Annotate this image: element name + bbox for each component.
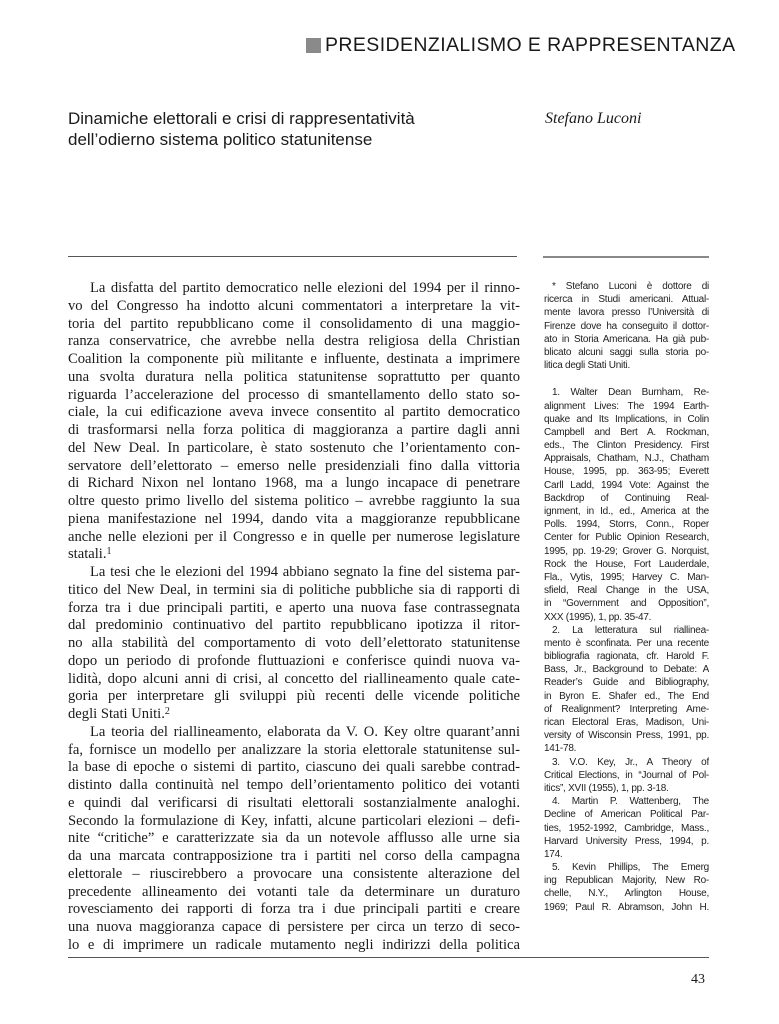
note-line: [544, 413, 709, 426]
top-divider-right: [543, 256, 709, 258]
note-line: [544, 306, 709, 319]
note-line: [544, 756, 709, 769]
note-line-text: Decline of American Political Par-: [544, 809, 709, 821]
note-line-text: 2. La letteratura sul riallinea-: [552, 624, 709, 636]
note-line: [544, 518, 709, 531]
body-text: [68, 280, 520, 955]
article-title-line: Dinamiche elettorali e crisi di rappresentatività: [68, 109, 415, 128]
note-line: [544, 597, 709, 610]
note-line: [544, 822, 709, 835]
body-line: [68, 546, 520, 564]
body-line-text: goria per interpretare gli sviluppi più recenti delle vicende politiche: [68, 688, 520, 705]
note-line: [544, 703, 709, 716]
note-line: [544, 848, 709, 861]
note-line-text: 141-78.: [544, 743, 577, 755]
note-line-text: Critical Elections, in “Journal of Pol-: [544, 769, 709, 781]
body-line-text: precedente allineamento dei votanti tale da determinare un duraturo: [68, 883, 520, 900]
body-line: [68, 671, 520, 689]
body-line: [68, 901, 520, 919]
body-line-text: riguarda l’accelerazione del processo di smantellamento dello stato so-: [68, 386, 520, 403]
note-line-text: Fla., Vytis, 1995; Harvey C. Man-: [544, 571, 709, 583]
body-line: [68, 369, 520, 387]
footnote-reference: 2: [164, 706, 170, 717]
article-title-line: dell’odierno sistema politico statunitense: [68, 130, 373, 149]
body-line: [68, 387, 520, 405]
body-line-text: titico del New Deal, in termini sia di politiche pubbliche sia di rapporti di: [68, 581, 520, 598]
note-line-text: Rock the House, Fort Lauderdale,: [544, 558, 709, 570]
note-line: [544, 386, 709, 399]
note-line-text: 5. Kevin Phillips, The Emerg: [552, 862, 709, 874]
note-line: [544, 901, 709, 914]
body-line-text: vo del Congresso ha indotto alcuni commentatori a interpretare la vit-: [68, 297, 520, 314]
body-line-text: nite “critiche” e caratterizzate sia da un notevole afflusso alle urne sia: [68, 830, 520, 847]
note-line-text: ignment, in Id., ed., America at the: [544, 506, 709, 517]
body-line-text: La disfatta del partito democratico nelle elezioni del 1994 per il rinno-: [90, 280, 520, 296]
note-spacer: [544, 372, 709, 386]
note-line-text: Carll Ladd, 1994 Vote: Against the: [544, 479, 709, 491]
body-line-text: fa, fornisce un modello per analizzare la storia elettorale statunitense sul-: [68, 741, 520, 758]
body-line-text: degli Stati Uniti.: [68, 706, 165, 722]
body-line-text: statali.: [68, 546, 107, 563]
note-line-text: bibliografia ragionata, cfr. Harold F.: [544, 651, 709, 663]
note-line-text: Reader’s Guide and Bibliography,: [544, 677, 709, 689]
body-line: [68, 280, 520, 298]
body-line-text: una svolta duratura nella politica statunitense soprattutto per quanto: [68, 368, 520, 385]
note-line: [544, 584, 709, 597]
note-line-text: in Byron E. Shafer ed., The End: [544, 690, 709, 702]
note-line-text: mento è sconfinata. Per una recente: [544, 637, 709, 649]
note-line: [544, 650, 709, 663]
note-line-text: ties, 1952-1992, Cambridge, Mass.,: [544, 822, 709, 834]
note-line: [544, 795, 709, 808]
article-title: [68, 108, 488, 150]
body-line: [68, 777, 520, 795]
body-line-text: ranza conservatrice, che avrebbe nella destra religiosa della Christian: [68, 333, 520, 350]
body-line: [68, 458, 520, 476]
note-line-text: mente lavora presso l’Università di: [544, 307, 709, 319]
note-line-text: Firenze dove ha conseguito il dottor-: [544, 320, 709, 332]
body-line-text: del New Deal. In particolare, è stato sostenuto che l’orientamento con-: [68, 439, 520, 456]
body-line-text: di trasformarsi nella forza politica di maggioranza a partire dagli anni: [68, 422, 520, 438]
note-line-text: 1969; Paul R. Abramson, John H.: [544, 901, 709, 913]
body-line-text: no alla stabilità del comportamento di voto dell’elettorato statunitense: [68, 635, 520, 651]
note-line: [544, 874, 709, 887]
note-line: [544, 887, 709, 900]
note-line: [544, 439, 709, 452]
body-line: [68, 724, 520, 742]
body-line: [68, 866, 520, 884]
note-line: [544, 479, 709, 492]
body-line-text: dal predominio continuativo del partito repubblicano ipotizza il ritor-: [68, 617, 520, 634]
note-line: [544, 359, 709, 372]
note-line-text: blicato alcuni saggi sulla storia po-: [544, 346, 709, 358]
body-line: [68, 937, 520, 955]
body-line-text: La tesi che le elezioni del 1994 abbiano segnato la fine del sistema par-: [90, 564, 520, 580]
body-line-text: dopo un periodo di profonde fluttuazioni e conferisce quindi nuova va-: [68, 652, 520, 669]
note-line-text: rican Electoral Eras, Madison, Uni-: [544, 717, 709, 728]
note-line: [544, 571, 709, 584]
body-line: [68, 422, 520, 440]
note-line: [544, 729, 709, 742]
body-line-text: La teoria del riallineamento, elaborata da V. O. Key oltre quarant’anni: [90, 723, 520, 740]
note-line-text: 174.: [544, 848, 563, 860]
note-line-text: eds., The Clinton Presidency. First: [544, 440, 709, 452]
note-line-text: * Stefano Luconi è dottore di: [552, 281, 709, 292]
note-line: [544, 492, 709, 505]
note-line: [544, 531, 709, 544]
body-line: [68, 316, 520, 334]
note-line-text: sfield, Real Change in the USA,: [544, 585, 709, 597]
article-author: Stefano Luconi: [545, 110, 642, 127]
body-line: [68, 564, 520, 582]
body-line: [68, 919, 520, 937]
body-line: [68, 475, 520, 493]
body-line-text: lidità, dopo alcuni anni di crisi, al concetto del riallineamento quale cate-: [68, 670, 520, 687]
body-line: [68, 688, 520, 706]
body-line: [68, 830, 520, 848]
body-line: [68, 600, 520, 618]
body-line: [68, 298, 520, 316]
body-line-text: Coalition la componente più militante e influente, destinata a imprimere: [68, 351, 520, 367]
note-line: [544, 280, 709, 293]
note-line: [544, 663, 709, 676]
note-line-text: Center for Public Opinion Research,: [544, 532, 709, 544]
body-line: [68, 511, 520, 529]
note-line-text: Polls. 1994, Storrs, Conn., Roper: [544, 519, 709, 531]
note-line: [544, 835, 709, 848]
note-line-text: House, 1995, pp. 363-95; Everett: [544, 466, 709, 478]
note-line: [544, 611, 709, 624]
note-line: [544, 293, 709, 306]
note-line: [544, 333, 709, 346]
note-line-text: ricerca in Studi americani. Attual-: [544, 294, 709, 306]
note-line: [544, 558, 709, 571]
note-line-text: litica degli Stati Uniti.: [544, 360, 631, 372]
body-line-text: da una marcata contrapposizione tra i partiti nel corso della campagna: [68, 848, 520, 864]
note-line-text: itics”, XVII (1955), 1, pp. 3-18.: [544, 782, 669, 794]
body-line: [68, 635, 520, 653]
body-line: [68, 404, 520, 422]
note-line-text: XXX (1995), 1, pp. 35-47.: [544, 611, 652, 623]
body-line: [68, 795, 520, 813]
body-line-text: una nuova maggioranza capace di persistere per circa un terzo di seco-: [68, 919, 520, 935]
note-line: [544, 465, 709, 478]
page-number: 43: [691, 972, 705, 987]
body-line: [68, 333, 520, 351]
section-title: PRESIDENZIALISMO E RAPPRESENTANZA: [325, 33, 736, 56]
note-line-text: Harvard University Press, 1994, p.: [544, 835, 709, 847]
body-line: [68, 582, 520, 600]
footnote-reference: 1: [106, 546, 112, 558]
note-line: [544, 769, 709, 782]
body-line-text: ciale, la cui edificazione aveva invece consentito al partito democratico: [68, 404, 520, 421]
note-line-text: 3. V.O. Key, Jr., A Theory of: [552, 756, 709, 768]
note-line-text: versity of Wisconsin Press, 1991, pp.: [544, 730, 709, 742]
top-divider-left: [68, 256, 517, 257]
body-line: [68, 529, 520, 547]
note-line: [544, 426, 709, 439]
note-line-text: quake and Its Implications, in Colin: [544, 413, 709, 425]
note-line: [544, 676, 709, 689]
body-line-text: lo e di imprimere un radicale mutamento negli indirizzi della politica: [68, 936, 520, 953]
body-line: [68, 440, 520, 458]
body-line: [68, 617, 520, 635]
note-line: [544, 690, 709, 703]
body-line-text: elettorale – riuscirebbero a provocare una consistente alterazione del: [68, 865, 520, 882]
note-line: [544, 716, 709, 729]
note-line: [544, 861, 709, 874]
body-line-text: piena manifestazione nel 1994, dando vita a maggioranze repubblicane: [68, 510, 520, 527]
body-line-text: rovesciamento dei rapporti di forza tra i due principali partiti e creare: [68, 901, 520, 918]
body-line: [68, 759, 520, 777]
note-line-text: Campbell and Bert A. Rockman,: [544, 426, 709, 438]
note-line: [544, 624, 709, 637]
note-line: [544, 400, 709, 413]
note-line: [544, 320, 709, 333]
body-line-text: la base di epoche o sistemi di partito, ciascuno dei quali sarebbe contrad-: [68, 759, 520, 776]
note-line-text: chelle, N.Y., Arlington House,: [544, 888, 709, 900]
note-line-text: in “Government and Opposition”,: [544, 598, 709, 610]
note-line-text: Backdrop of Continuing Real-: [544, 492, 709, 504]
body-line-text: Secondo la formulazione di Key, infatti, alcune particolari elezioni – defi-: [68, 812, 520, 829]
body-line: [68, 884, 520, 902]
section-header: [306, 32, 736, 58]
note-line-text: 4. Martin P. Wattenberg, The: [552, 796, 709, 808]
note-line-text: Bass, Jr., Background to Debate: A: [544, 664, 709, 676]
body-line: [68, 706, 520, 724]
section-square-icon: [306, 38, 321, 53]
bottom-divider: [68, 957, 709, 958]
body-line-text: distinto dalla continuità nel tempo dell’orientamento politico dei votanti: [68, 777, 520, 793]
footnotes-column: [544, 280, 709, 914]
note-line: [544, 637, 709, 650]
note-line-text: Appraisals, Chatham, N.J., Chatham: [544, 453, 709, 465]
body-line-text: forza tra i due principali partiti, e aperto una nuova fase contrassegnata: [68, 599, 520, 616]
note-line-text: of Realignment? Interpreting Ame-: [544, 703, 709, 715]
body-line-text: anche nelle elezioni per il Congresso e in quelle per numerose legislature: [68, 528, 520, 545]
note-line-text: ing Republican Majority, New Ro-: [544, 875, 709, 887]
body-line-text: servatore dell’elettorato – emerso nelle presidenziali fino dalla vittoria: [68, 457, 520, 474]
body-line-text: di Richard Nixon nel lontano 1968, ma a lungo incapace di penetrare: [68, 475, 520, 492]
note-line-text: alignment Lives: The 1994 Earth-: [544, 400, 709, 412]
note-line: [544, 452, 709, 465]
body-line-text: oltre questo primo livello del sistema politico – avrebbe raggiunto la sua: [68, 493, 520, 509]
note-line-text: 1. Walter Dean Burnham, Re-: [552, 387, 709, 399]
note-line: [544, 505, 709, 518]
body-line: [68, 848, 520, 866]
note-line-text: ato in Storia Americana. Ha già pub-: [544, 333, 709, 345]
note-line: [544, 545, 709, 558]
note-line: [544, 742, 709, 755]
body-line: [68, 351, 520, 369]
body-line-text: toria del partito repubblicano come il consolidamento di una maggio-: [68, 315, 520, 332]
body-line: [68, 653, 520, 671]
note-line: [544, 808, 709, 821]
note-line-text: 1995, pp. 19-29; Grover G. Norquist,: [544, 545, 709, 557]
note-line: [544, 782, 709, 795]
note-line: [544, 346, 709, 359]
body-line: [68, 493, 520, 511]
body-line-text: e quindi dal verificarsi di risultati elettorali sostanzialmente analoghi.: [68, 794, 520, 811]
body-line: [68, 813, 520, 831]
body-line: [68, 742, 520, 760]
